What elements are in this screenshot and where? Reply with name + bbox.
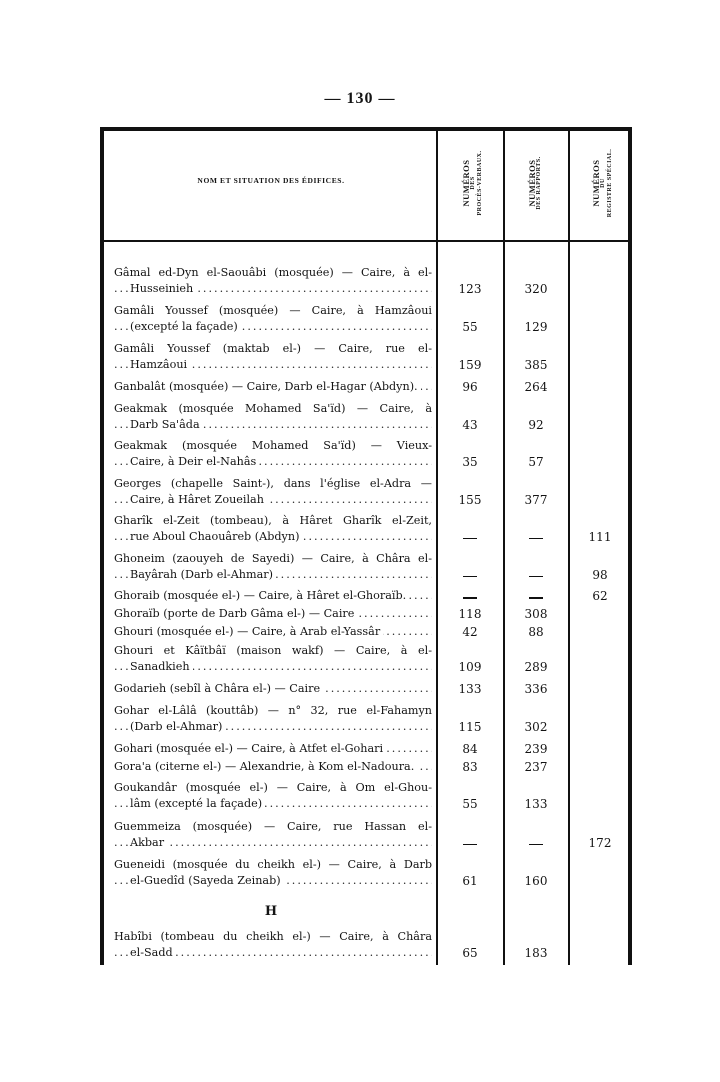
entry-text-line: Ghoraib (mosquée el-) — Caire, à Hâret el-Ghoraïb. ..... — [114, 588, 432, 604]
column-header-registre — [591, 128, 613, 238]
proces-verbal-number: 35 — [462, 454, 478, 469]
empty-dash — [463, 844, 477, 846]
table-row — [114, 624, 432, 640]
proces-verbal-number: 118 — [458, 607, 482, 621]
proces-verbal-number: 155 — [458, 492, 482, 507]
entry-text-line: Gâmal ed-Dyn el-Saouâbi (mosquée) — Caire, à el- — [114, 266, 432, 279]
proces-verbal-number: 123 — [458, 281, 482, 296]
column-header-proces-verbaux — [461, 128, 483, 238]
entry-text-line: Husseinieh ..... — [114, 281, 432, 297]
rapport-number: 92 — [528, 417, 544, 432]
rapport-number: 183 — [524, 945, 548, 960]
rapport-number: 264 — [524, 380, 548, 394]
entry-text-line: Godarieh (sebîl à Châra el-) — Caire ..... — [114, 681, 432, 697]
header-rule — [100, 240, 632, 242]
rapport-number: 57 — [528, 454, 544, 469]
page-number: — 130 — — [324, 90, 396, 107]
entry-text-line: Caire, à Deir el-Nahâs ..... — [114, 454, 432, 470]
entry-text-line: Bayârah (Darb el-Ahmar) ..... — [114, 567, 432, 583]
proces-verbal-number: 133 — [458, 682, 482, 696]
entry-text-line: Geakmak (mosquée Mohamed Sa'ïd) — Caire, à — [114, 402, 432, 415]
proces-verbal-number: 55 — [462, 319, 478, 334]
col2-line1: NUMÉROS — [527, 159, 537, 207]
rapport-number: 129 — [524, 319, 548, 334]
entry-text-line: Caire, à Hâret Zoueilah ..... — [114, 492, 432, 508]
registre-number: 62 — [592, 589, 608, 603]
entry-text-line: Ghoraïb (porte de Darb Gâma el-) — Caire ..... — [114, 606, 432, 622]
col3-line2: DU — [600, 178, 606, 188]
entry-text-line: lâm (excepté la façade) ..... — [114, 796, 432, 812]
table-row — [114, 703, 432, 734]
section-letter: H — [264, 904, 278, 919]
col1-line3: PROCÈS-VERBAUX. — [477, 150, 483, 216]
entry-text-line: Ghoneim (zaouyeh de Sayedi) — Caire, à Châra el- — [114, 552, 432, 565]
entry-text-line: Sanadkieh ..... — [114, 659, 432, 675]
entry-text-line: rue Aboul Chaouâreb (Abdyn) ..... — [114, 529, 432, 545]
rapport-number: 237 — [524, 760, 548, 774]
entry-text-line: Habîbi (tombeau du cheikh el-) — Caire, à Châra — [114, 930, 432, 943]
proces-verbal-number: 42 — [462, 625, 478, 639]
col3-line3: REGISTRE SPÉCIAL. — [607, 148, 613, 218]
empty-dash — [529, 597, 543, 599]
entry-text-line: Goukandâr (mosquée el-) — Caire, à Om el-Ghou- — [114, 781, 432, 794]
col2-line2: DES RAPPORTS. — [536, 156, 542, 210]
registre-number: 172 — [588, 835, 612, 850]
column-header-name: NOM ET SITUATION DES ÉDIFICES. — [197, 176, 345, 185]
column-rule-1 — [436, 127, 438, 965]
entry-text-line: Akbar ..... — [114, 835, 432, 851]
rapport-number: 385 — [524, 357, 548, 372]
entry-text-line: Gueneidi (mosquée du cheikh el-) — Caire, à Darb — [114, 858, 432, 871]
rapport-number: 320 — [524, 281, 548, 296]
entry-text-line: Hamzâoui ..... — [114, 357, 432, 373]
entry-text-line: Ghouri (mosquée el-) — Caire, à Arab el-Yassâr ..... — [114, 624, 432, 640]
empty-dash — [529, 538, 543, 540]
rapport-number: 336 — [524, 682, 548, 696]
table-row — [114, 341, 432, 372]
empty-dash — [463, 538, 477, 540]
table-row — [114, 265, 432, 296]
table-row — [114, 929, 432, 960]
entry-text-line: Guemmeiza (mosquée) — Caire, rue Hassan el- — [114, 820, 432, 833]
rapport-number: 239 — [524, 742, 548, 756]
proces-verbal-number: 84 — [462, 742, 478, 756]
table-row — [114, 379, 432, 395]
col3-line1: NUMÉROS — [591, 159, 601, 207]
proces-verbal-number: 61 — [462, 873, 478, 888]
table-row — [114, 741, 432, 757]
entry-text-line: Gharîk el-Zeit (tombeau), à Hâret Gharîk el-Zeit, — [114, 514, 432, 527]
column-header-rapports — [529, 128, 543, 238]
table-row — [114, 759, 432, 775]
proces-verbal-number: 83 — [462, 760, 478, 774]
table-row — [114, 780, 432, 811]
table-row — [114, 476, 432, 507]
entry-text-line: el-Sadd ..... — [114, 945, 432, 961]
proces-verbal-number: 65 — [462, 945, 478, 960]
rapport-number: 289 — [524, 659, 548, 674]
proces-verbal-number: 55 — [462, 796, 478, 811]
table-row — [114, 513, 432, 544]
entry-text-line: Darb Sa'âda ..... — [114, 417, 432, 433]
entry-text-line: Ghouri et Kâïtbâï (maison wakf) — Caire, à el- — [114, 644, 432, 657]
empty-dash — [463, 597, 477, 599]
proces-verbal-number: 43 — [462, 417, 478, 432]
entry-text-line: Ganbalât (mosquée) — Caire, Darb el-Hagar (Abdyn). ..... — [114, 379, 432, 395]
table-row — [114, 438, 432, 469]
entry-text-line: (Darb el-Ahmar) ..... — [114, 719, 432, 735]
table-row — [114, 303, 432, 334]
table-row — [114, 401, 432, 432]
entry-text-line: Gohar el-Lâlâ (kouttâb) — n° 32, rue el-Fahamyn — [114, 704, 432, 717]
entry-text-line: Georges (chapelle Saint-), dans l'église el-Adra — — [114, 477, 432, 490]
rapport-number: 302 — [524, 719, 548, 734]
entry-text-line: Gamâli Youssef (mosquée) — Caire, à Hamzâoui — [114, 304, 432, 317]
entry-text-line: Gohari (mosquée el-) — Caire, à Atfet el-Gohari ..... — [114, 741, 432, 757]
table-row — [114, 551, 432, 582]
rapport-number: 133 — [524, 796, 548, 811]
rapport-number: 88 — [528, 625, 544, 639]
rapport-number: 377 — [524, 492, 548, 507]
table-row — [114, 606, 432, 622]
table-row — [114, 681, 432, 697]
entry-text-line: Geakmak (mosquée Mohamed Sa'ïd) — Vieux- — [114, 439, 432, 452]
entry-text-line: Gora'a (citerne el-) — Alexandrie, à Kom el-Nadoura. ..... — [114, 759, 432, 775]
table-row — [114, 643, 432, 674]
proces-verbal-number: 96 — [462, 380, 478, 394]
proces-verbal-number: 115 — [458, 719, 482, 734]
proces-verbal-number: 159 — [458, 357, 482, 372]
entry-text-line: el-Guedîd (Sayeda Zeinab) ..... — [114, 873, 432, 889]
proces-verbal-number: 109 — [458, 659, 482, 674]
empty-dash — [529, 576, 543, 578]
column-rule-2 — [503, 127, 505, 965]
registre-number: 111 — [588, 529, 612, 544]
rapport-number: 160 — [524, 873, 548, 888]
table-row — [114, 819, 432, 850]
entry-text-line: Gamâli Youssef (maktab el-) — Caire, rue el- — [114, 342, 432, 355]
table-row — [114, 857, 432, 888]
empty-dash — [529, 844, 543, 846]
col1-line2: DES — [470, 176, 476, 190]
rapport-number: 308 — [524, 607, 548, 621]
registre-number: 98 — [592, 567, 608, 582]
col1-line1: NUMÉROS — [461, 159, 471, 207]
empty-dash — [463, 576, 477, 578]
entry-text-line: (excepté la façade) ..... — [114, 319, 432, 335]
table-row — [114, 588, 432, 604]
